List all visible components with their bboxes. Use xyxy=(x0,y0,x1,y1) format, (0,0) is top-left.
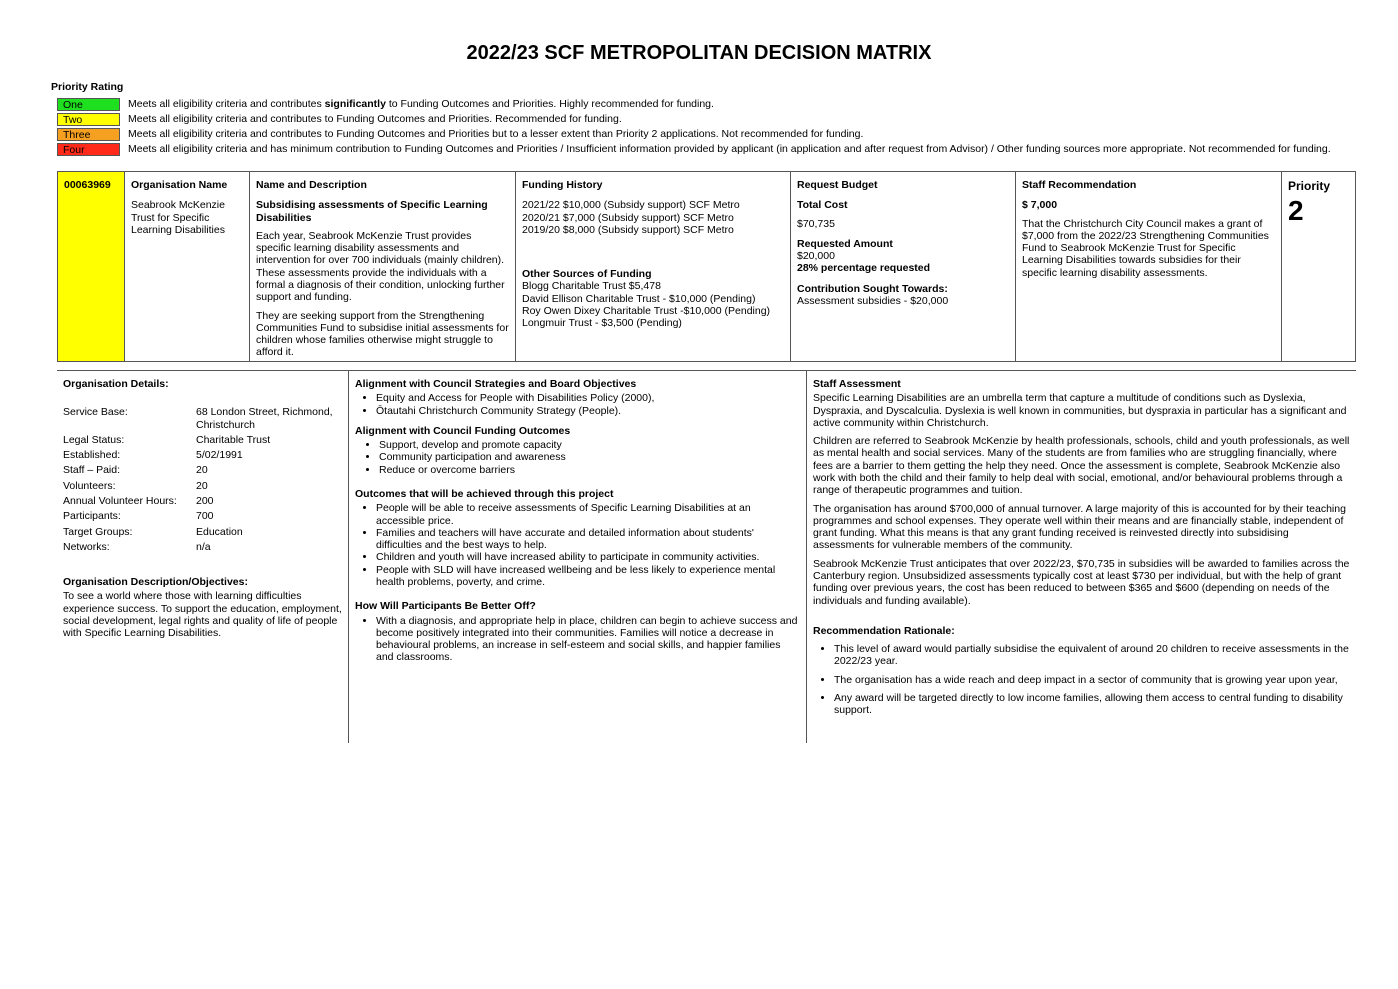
page-title: 2022/23 SCF METROPOLITAN DECISION MATRIX xyxy=(466,42,932,64)
name-description-header: Name and Description xyxy=(256,179,367,191)
column-divider xyxy=(806,371,807,743)
organisation-details-heading: Organisation Details: xyxy=(63,378,169,390)
application-id: 00063969 xyxy=(64,179,111,191)
project-outcomes-list xyxy=(355,502,799,588)
requested-amount: $20,000 xyxy=(797,250,835,263)
organisation-description-heading: Organisation Description/Objectives: xyxy=(63,576,248,589)
priority-three-text: Meets all eligibility criteria and contributes to Funding Outcomes and Priorities but to a lesser extent than Priority 2 applications. Not recommended for funding. xyxy=(128,127,864,140)
staff-recommendation-cell xyxy=(1016,172,1282,361)
total-cost: $70,735 xyxy=(797,217,835,230)
list-item: • Equity and Access for People with Disabilities Policy (2000), xyxy=(376,392,799,404)
other-source-item: Roy Owen Dixey Charitable Trust -$10,000 (Pending) xyxy=(522,304,771,317)
priority-legend-row xyxy=(57,112,622,126)
funding-outcomes-list xyxy=(355,439,799,476)
list-item: • Families and teachers will have accurate and detailed information about students' difficulties and the best ways to help. xyxy=(376,527,799,552)
other-source-item: David Ellison Charitable Trust - $10,000 (Pending) xyxy=(522,292,756,305)
project-outcomes-heading: Outcomes that will be achieved through this project xyxy=(355,487,614,500)
detail-row: Networks: n/a xyxy=(63,540,211,553)
request-budget-cell xyxy=(791,172,1016,361)
list-item: • Reduce or overcome barriers xyxy=(379,464,799,476)
funding-history-item: 2019/20 $8,000 (Subsidy support) SCF Metro xyxy=(522,223,734,236)
better-off-heading: How Will Participants Be Better Off? xyxy=(355,600,536,613)
priority-legend-row xyxy=(57,142,1331,156)
application-summary-table xyxy=(57,171,1356,362)
requested-amount-label: Requested Amount xyxy=(797,237,893,250)
project-description: They are seeking support from the Strengthening Communities Fund to subsidise initial assessments for children whose families otherwise might struggle to afford it. xyxy=(256,309,509,359)
staff-recommendation-header: Staff Recommendation xyxy=(1022,179,1137,191)
organisation-details-section xyxy=(63,378,343,640)
percentage-requested: 28% percentage requested xyxy=(797,262,931,275)
priority-two-swatch: Two xyxy=(57,113,120,126)
detail-row: Established: 5/02/1991 xyxy=(63,449,243,462)
funding-history-header: Funding History xyxy=(522,179,603,191)
detail-row: Volunteers: 20 xyxy=(63,479,208,492)
funding-history-item: 2021/22 $10,000 (Subsidy support) SCF Metro xyxy=(522,199,740,212)
assessment-paragraph: The organisation has around $700,000 of annual turnover. A large majority of this is accounted for by their teaching programmes and school expenses. They operate well within their means and are financially stable, independent of grant funding. What this means is that any grant funding received is reinvested directly into subsidising assessments for vulnerable members of the community. xyxy=(813,502,1346,552)
priority-three-swatch: Three xyxy=(57,128,120,141)
list-item: • Any award will be targeted directly to low income families, allowing them access to central funding to disability support. xyxy=(834,692,1351,717)
detail-row: Annual Volunteer Hours: 200 xyxy=(63,494,214,507)
project-description-cell xyxy=(250,172,516,361)
list-item: • Ōtautahi Christchurch Community Strategy (People). xyxy=(376,405,799,417)
priority-one-text: Meets all eligibility criteria and contributes significantly to Funding Outcomes and Priorities. Highly recommended for funding. xyxy=(128,97,714,110)
strategies-heading: Alignment with Council Strategies and Board Objectives xyxy=(355,378,637,390)
priority-one-swatch: One xyxy=(57,98,120,111)
priority-four-text: Meets all eligibility criteria and has minimum contribution to Funding Outcomes and Priorities / Insufficient information provided by applicant (in application and after request from Advisor) / Other funding sources more appropriate. Not recommended for funding. xyxy=(128,142,1331,155)
total-cost-label: Total Cost xyxy=(797,199,848,212)
assessment-paragraph: Specific Learning Disabilities are an umbrella term that capture a multitude of conditions such as Dyslexia, Dyspraxia, and Dyscalculia. Dyslexia is well known in communities, but dyspraxia in particular has a significant and active community within Christchurch. xyxy=(813,392,1347,429)
detail-row: Staff – Paid: 20 xyxy=(63,464,208,477)
list-item: • Community participation and awareness xyxy=(379,451,799,463)
detail-row: Target Groups: Education xyxy=(63,525,243,538)
better-off-list xyxy=(355,615,799,664)
priority-legend-row xyxy=(57,127,863,141)
list-item: • People will be able to receive assessments of Specific Learning Disabilities at an accessible price. xyxy=(376,502,799,527)
funding-outcomes-heading: Alignment with Council Funding Outcomes xyxy=(355,424,571,437)
priority-legend-row xyxy=(57,97,714,111)
contribution-label: Contribution Sought Towards: xyxy=(797,282,948,295)
list-item: • With a diagnosis, and appropriate help in place, children can begin to achieve success and become positively integrated into their communities. Families will notice a decrease in behavioural problems, an increase in self-esteem and social skills, and happier families and classrooms. xyxy=(376,615,799,664)
priority-header: Priority xyxy=(1288,179,1331,193)
staff-recommended-amount: $ 7,000 xyxy=(1022,199,1058,212)
organisation-details-table xyxy=(63,406,343,556)
column-divider xyxy=(348,371,349,743)
funding-history-item: 2020/21 $7,000 (Subsidy support) SCF Metro xyxy=(522,211,734,224)
priority-cell xyxy=(1282,172,1355,361)
alignment-section xyxy=(355,378,799,672)
application-id-cell xyxy=(58,172,125,361)
list-item: • Children and youth will have increased ability to participate in community activities. xyxy=(376,551,799,563)
detail-row: Service Base: 68 London Street, Richmond, Christchurch xyxy=(63,406,333,431)
priority-two-text: Meets all eligibility criteria and contributes to Funding Outcomes and Priorities. Recommended for funding. xyxy=(128,112,622,125)
contribution-value: Assessment subsidies - $20,000 xyxy=(797,294,949,307)
organisation-name-header: Organisation Name xyxy=(131,179,228,191)
assessment-paragraph: Seabrook McKenzie Trust anticipates that over 2022/23, $70,735 in subsidies will be awarded to families across the Canterbury region. Unsubsidized assessments typically cost at least $730 per individual, but with the help of grant funding over previous years, the cost has been reduced to between $365 and $600 (depending on needs of the individuals and funding available). xyxy=(813,557,1350,607)
priority-four-swatch: Four xyxy=(57,143,120,156)
other-sources-header: Other Sources of Funding xyxy=(522,268,652,281)
detail-row: Participants: 700 xyxy=(63,510,214,523)
organisation-name: Seabrook McKenzie Trust for Specific Learning Disabilities xyxy=(131,199,225,236)
other-source-item: Longmuir Trust - $3,500 (Pending) xyxy=(522,317,682,330)
assessment-paragraph: Children are referred to Seabrook McKenzie by health professionals, schools, child and youth professionals, as well as mental health and social services. Many of the students are from families who are struggling financially, where fees are a barrier to them getting the help they need. Once the assessment is complete, Seabrook McKenzie also work with both the child and their family to help deal with social, emotional, and/or behavioural problems through a range of therapeutic programmes and tuition. xyxy=(813,435,1350,497)
priority-value: 2 xyxy=(1288,195,1304,227)
project-title: Subsidising assessments of Specific Learning Disabilities xyxy=(256,199,488,224)
list-item: • The organisation has a wide reach and deep impact in a sector of community that is growing year upon year, xyxy=(834,674,1351,686)
other-source-item: Blogg Charitable Trust $5,478 xyxy=(522,280,661,293)
funding-history-cell xyxy=(516,172,791,361)
staff-assessment-heading: Staff Assessment xyxy=(813,378,901,390)
staff-recommendation-text: That the Christchurch City Council makes a grant of $7,000 from the 2022/23 Strengthening Communities Fund to Seabrook McKenzie Trust for Specific Learning Disabilities towards subsidies for their specific learning disability assessments. xyxy=(1022,217,1269,279)
list-item: • Support, develop and promote capacity xyxy=(379,439,799,451)
detail-row: Legal Status: Charitable Trust xyxy=(63,433,271,446)
request-budget-header: Request Budget xyxy=(797,179,878,191)
project-description: Each year, Seabrook McKenzie Trust provides specific learning disability assessments and intervention for over 700 individuals (mainly children). These assessments provide the individuals with a formal a diagnosis of their condition, unlocking further support and funding. xyxy=(256,229,505,304)
list-item: • This level of award would partially subsidise the equivalent of around 20 children to receive assessments in the 2022/23 year. xyxy=(834,643,1351,668)
organisation-description: To see a world where those with learning difficulties experience success. To support the education, employment, social development, legal rights and quality of life of people with Specific Learning Disabilities. xyxy=(63,590,342,640)
rationale-heading: Recommendation Rationale: xyxy=(813,624,955,637)
section-divider xyxy=(57,370,1356,371)
priority-rating-heading: Priority Rating xyxy=(51,81,124,93)
staff-assessment-section xyxy=(813,378,1351,724)
rationale-list xyxy=(813,643,1351,716)
list-item: • People with SLD will have increased wellbeing and be less likely to experience mental health problems, poverty, and crime. xyxy=(376,564,799,589)
strategies-list xyxy=(355,392,799,417)
organisation-name-cell xyxy=(125,172,250,361)
